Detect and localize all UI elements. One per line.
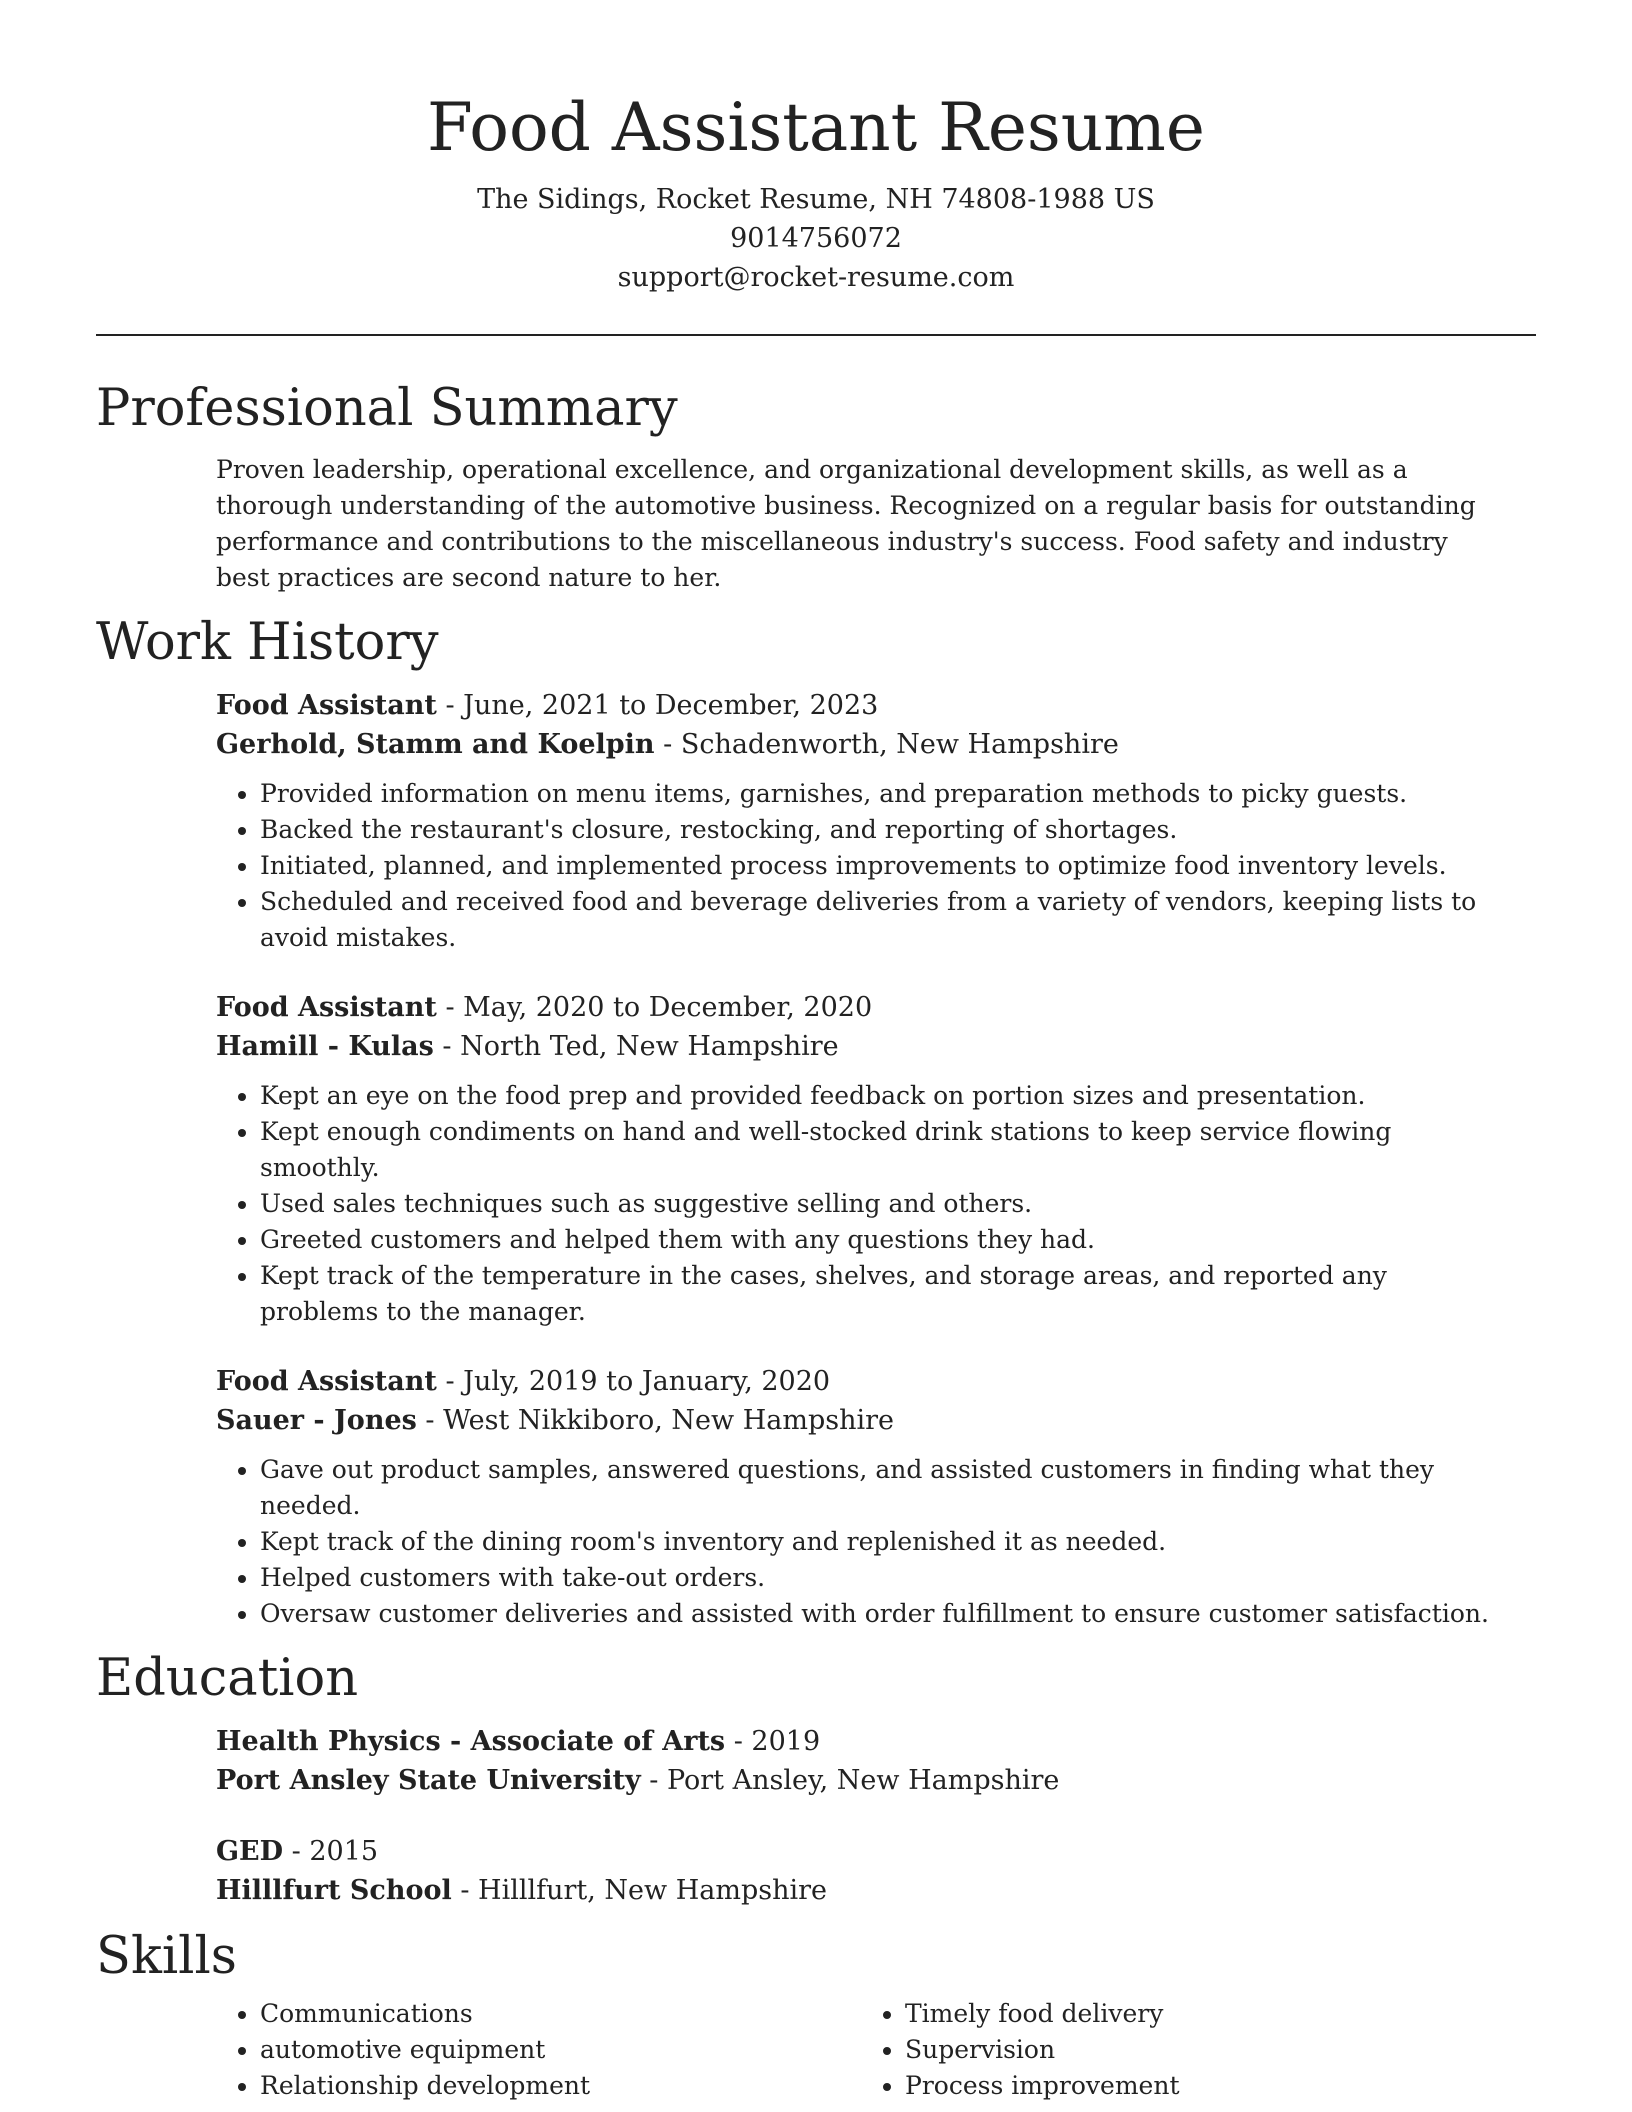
- job-bullet: • Kept track of the dining room's inventory and replenished it as needed.: [260, 1524, 1506, 1560]
- work-section: [96, 610, 1536, 1632]
- job-dates: - July, 2019 to January, 2020: [436, 1366, 831, 1397]
- school: Hilllfurt School: [216, 1875, 452, 1906]
- job-bullet: • Used sales techniques such as suggestive selling and others.: [260, 1186, 1506, 1222]
- skill-item: • Supervision: [905, 2032, 1506, 2068]
- skills-right: [861, 1996, 1506, 2104]
- job-bullet: • Oversaw customer deliveries and assisted with order fulfillment to ensure customer satisfaction.: [260, 1596, 1506, 1632]
- work-title: Work History: [96, 613, 439, 672]
- job-bullets: [216, 1078, 1506, 1330]
- job-bullet: • Backed the restaurant's closure, restocking, and reporting of shortages.: [260, 812, 1506, 848]
- job-company-line: [216, 725, 1506, 764]
- header-divider: [96, 334, 1536, 336]
- job-bullet: • Provided information on menu items, garnishes, and preparation methods to picky guests.: [260, 776, 1506, 812]
- resume-header: [96, 0, 1536, 297]
- job-entry: [216, 988, 1506, 1330]
- job-dates: - May, 2020 to December, 2020: [436, 992, 873, 1023]
- job-bullets: [216, 776, 1506, 956]
- skill-item: • Timely food delivery: [905, 1996, 1506, 2032]
- skills-grid: [216, 1990, 1506, 2104]
- phone: 9014756072: [730, 223, 902, 254]
- job-entry: [216, 1362, 1506, 1632]
- education-title: Education: [96, 1649, 359, 1708]
- job-location: - Schadenworth, New Hampshire: [654, 729, 1119, 760]
- degree-line: [216, 1722, 1506, 1761]
- degree-year: - 2019: [725, 1726, 821, 1757]
- school-line: [216, 1761, 1506, 1800]
- resume-page: [96, 0, 1536, 2104]
- job-bullet: • Kept track of the temperature in the cases, shelves, and storage areas, and reported any problems to the manager.: [260, 1258, 1506, 1330]
- summary-text: Proven leadership, operational excellence, and organizational development skills, as well as a thorough understanding of the automotive business. Recognized on a regular basis for outstanding performance and contributions to the miscellaneous industry's success. Food safety and industry best practices are second nature to her.: [216, 455, 1476, 592]
- job-dates: - June, 2021 to December, 2023: [436, 690, 879, 721]
- education-section: [96, 1646, 1536, 1910]
- job-bullet: • Gave out product samples, answered questions, and assisted customers in finding what they needed.: [260, 1452, 1506, 1524]
- degree-year: - 2015: [283, 1836, 379, 1867]
- education-entry: [216, 1722, 1506, 1800]
- education-entry: [216, 1832, 1506, 1910]
- school-location: - Port Ansley, New Hampshire: [640, 1765, 1060, 1796]
- job-bullets: [216, 1452, 1506, 1632]
- job-company: Gerhold, Stamm and Koelpin: [216, 729, 655, 760]
- skills-section: [96, 1924, 1536, 2104]
- job-bullet: • Kept an eye on the food prep and provided feedback on portion sizes and presentation.: [260, 1078, 1506, 1114]
- job-company-line: [216, 1401, 1506, 1440]
- job-role: Food Assistant: [216, 690, 437, 721]
- school-location: - Hilllfurt, New Hampshire: [451, 1875, 828, 1906]
- job-bullet: • Kept enough condiments on hand and well-stocked drink stations to keep service flowing smoothly.: [260, 1114, 1506, 1186]
- job-location: - North Ted, New Hampshire: [433, 1031, 839, 1062]
- skills-left: [216, 1996, 861, 2104]
- summary-section: [96, 376, 1536, 596]
- degree: Health Physics - Associate of Arts: [216, 1726, 726, 1757]
- summary-title: Professional Summary: [96, 379, 678, 438]
- skills-title: Skills: [96, 1927, 237, 1986]
- school-line: [216, 1871, 1506, 1910]
- resume-title: Food Assistant Resume: [427, 89, 1205, 166]
- job-entry: [216, 686, 1506, 956]
- job-role: Food Assistant: [216, 992, 437, 1023]
- school: Port Ansley State University: [216, 1765, 641, 1796]
- degree: GED: [216, 1836, 284, 1867]
- email: support@rocket-resume.com: [617, 262, 1015, 293]
- degree-line: [216, 1832, 1506, 1871]
- job-bullet: • Scheduled and received food and beverage deliveries from a variety of vendors, keeping lists to avoid mistakes.: [260, 884, 1506, 956]
- job-title-line: [216, 988, 1506, 1027]
- skill-item: • Process improvement: [905, 2068, 1506, 2104]
- job-company: Hamill - Kulas: [216, 1031, 434, 1062]
- skill-item: • Communications: [260, 1996, 861, 2032]
- skill-item: • automotive equipment: [260, 2032, 861, 2068]
- job-role: Food Assistant: [216, 1366, 437, 1397]
- job-location: - West Nikkiboro, New Hampshire: [416, 1405, 895, 1436]
- skill-item: • Relationship development: [260, 2068, 861, 2104]
- job-title-line: [216, 686, 1506, 725]
- contact-block: [96, 180, 1536, 297]
- job-title-line: [216, 1362, 1506, 1401]
- address: The Sidings, Rocket Resume, NH 74808-1988 US: [477, 184, 1155, 215]
- job-bullet: • Greeted customers and helped them with any questions they had.: [260, 1222, 1506, 1258]
- job-bullet: • Initiated, planned, and implemented process improvements to optimize food inventory levels.: [260, 848, 1506, 884]
- job-bullet: • Helped customers with take-out orders.: [260, 1560, 1506, 1596]
- job-company-line: [216, 1027, 1506, 1066]
- job-company: Sauer - Jones: [216, 1405, 417, 1436]
